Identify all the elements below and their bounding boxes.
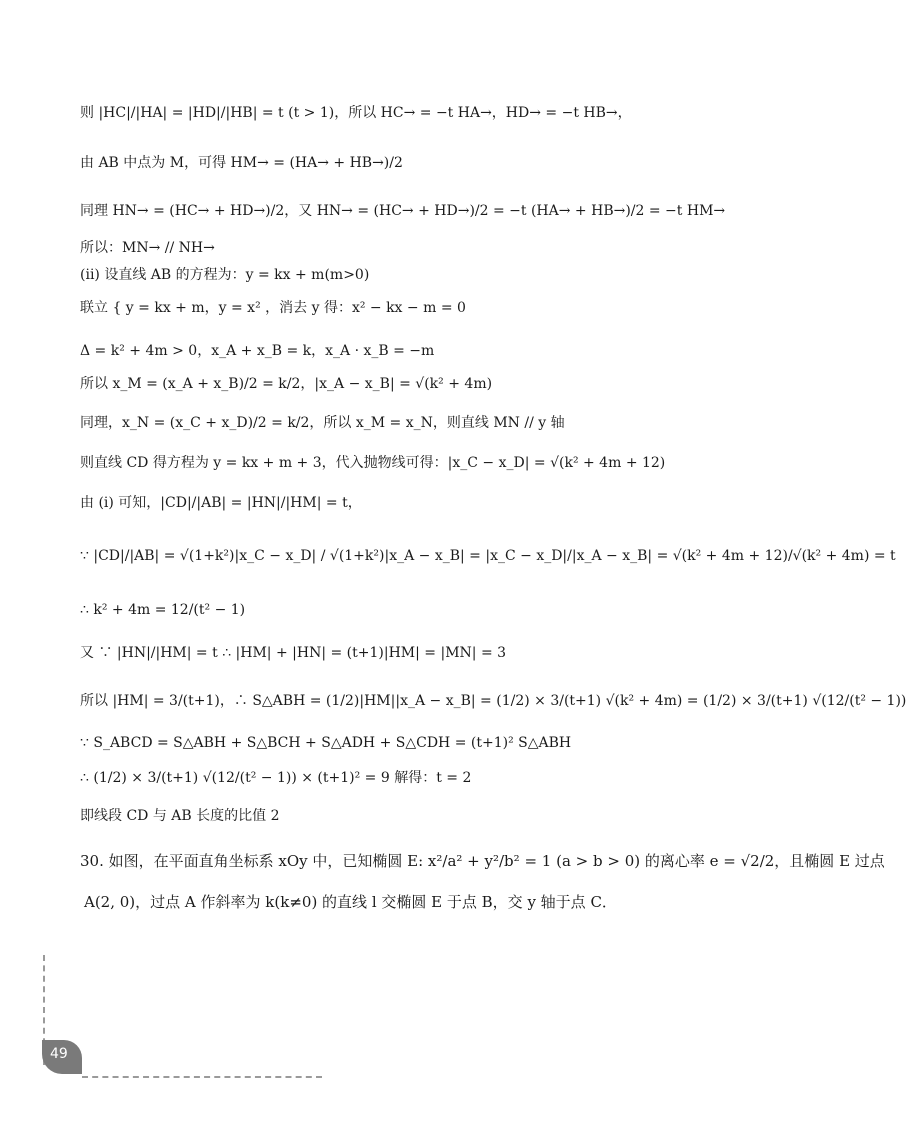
solution-line-6: 联立 { y = kx + m，y = x² ，消去 y 得：x² − kx − m = 0 bbox=[80, 300, 466, 316]
solution-line-16: ∵ S_ABCD = S△ABH + S△BCH + S△ADH + S△CDH = (t+1)² S△ABH bbox=[80, 735, 572, 751]
solution-line-11: 由 (i) 可知，|CD|/|AB| = |HN|/|HM| = t， bbox=[80, 495, 362, 511]
solution-line-4: 所以：MN→ // NH→ bbox=[80, 240, 215, 256]
solution-line-9: 同理，x_N = (x_C + x_D)/2 = k/2，所以 x_M = x_N，则直线 MN // y 轴 bbox=[80, 415, 565, 431]
solution-line-8: 所以 x_M = (x_A + x_B)/2 = k/2，|x_A − x_B| = √(k² + 4m) bbox=[80, 376, 493, 392]
solution-line-1: 则 |HC|/|HA| = |HD|/|HB| = t (t > 1)，所以 HC→ = −t HA→，HD→ = −t HB→， bbox=[80, 105, 632, 121]
question-30-line-1: 30. 如图，在平面直角坐标系 xOy 中，已知椭圆 E: x²/a² + y²/b² = 1 (a > b > 0) 的离心率 e = √2/2，且椭圆 E 过点 bbox=[80, 852, 885, 870]
solution-line-3: 同理 HN→ = (HC→ + HD→)/2，又 HN→ = (HC→ + HD→)/2 = −t (HA→ + HB→)/2 = −t HM→ bbox=[80, 203, 726, 219]
solution-line-10: 则直线 CD 得方程为 y = kx + m + 3，代入抛物线可得：|x_C − x_D| = √(k² + 4m + 12) bbox=[80, 455, 666, 471]
solution-line-17: ∴ (1/2) × 3/(t+1) √(12/(t² − 1)) × (t+1)² = 9 解得：t = 2 bbox=[80, 770, 472, 786]
solution-line-15: 所以 |HM| = 3/(t+1)，∴ S△ABH = (1/2)|HM||x_A − x_B| = (1/2) × 3/(t+1) √(k² + 4m) = (1/2) × 3/(t+1) √(12/(t² − 1)) bbox=[80, 693, 906, 709]
solution-line-14: 又 ∵ |HN|/|HM| = t ∴ |HM| + |HN| = (t+1)|HM| = |MN| = 3 bbox=[80, 645, 507, 661]
solution-line-18: 即线段 CD 与 AB 长度的比值 2 bbox=[80, 808, 280, 824]
solution-line-12: ∵ |CD|/|AB| = √(1+k²)|x_C − x_D| / √(1+k²)|x_A − x_B| = |x_C − x_D|/|x_A − x_B| = √(k² + 4m + 12)/√(k² + 4m) = t bbox=[80, 548, 896, 564]
question-30-line-2: A(2, 0)，过点 A 作斜率为 k(k≠0) 的直线 l 交椭圆 E 于点 B，交 y 轴于点 C． bbox=[84, 893, 617, 911]
solution-line-2: 由 AB 中点为 M，可得 HM→ = (HA→ + HB→)/2 bbox=[80, 155, 403, 171]
bottom-dashed-rule bbox=[82, 1076, 322, 1078]
solution-line-5: (ii) 设直线 AB 的方程为：y = kx + m(m>0) bbox=[80, 267, 370, 283]
solution-line-13: ∴ k² + 4m = 12/(t² − 1) bbox=[80, 602, 246, 618]
solution-line-7: Δ = k² + 4m > 0，x_A + x_B = k，x_A · x_B = −m bbox=[80, 343, 435, 359]
page-number: 49 bbox=[50, 1046, 68, 1062]
